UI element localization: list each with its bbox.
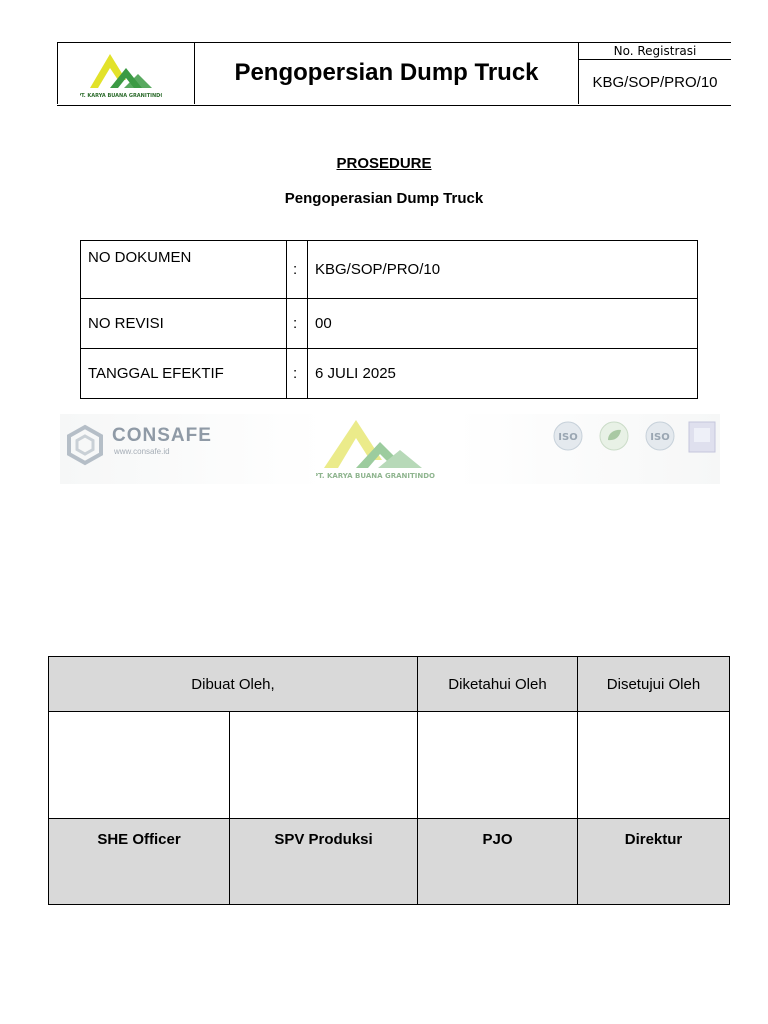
signature-cell xyxy=(49,712,230,819)
info-label: NO REVISI xyxy=(81,299,287,349)
table-row xyxy=(49,712,730,819)
consafe-name: CONSAFE xyxy=(112,425,212,446)
signature-cell xyxy=(418,712,578,819)
document-type-heading: PROSEDURE xyxy=(336,155,432,172)
iso-label: ISO xyxy=(650,432,670,443)
iso-badge-icon xyxy=(642,420,678,459)
company-logo xyxy=(80,46,162,100)
table-row xyxy=(49,819,730,905)
header-border xyxy=(57,42,58,104)
info-label: TANGGAL EFEKTIF xyxy=(81,349,287,399)
document-subtitle: Pengoperasian Dump Truck xyxy=(284,190,484,207)
info-value: 00 xyxy=(308,299,698,349)
consafe-logo-icon xyxy=(64,424,106,471)
signature-cell xyxy=(230,712,418,819)
info-value: KBG/SOP/PRO/10 xyxy=(308,241,698,299)
info-separator: : xyxy=(287,299,308,349)
table-row xyxy=(81,299,698,349)
document-title: Pengopersian Dump Truck xyxy=(234,59,539,86)
role-spv-produksi: SPV Produksi xyxy=(230,819,418,905)
role-pjo: PJO xyxy=(418,819,578,905)
approval-table xyxy=(48,656,730,905)
info-separator: : xyxy=(287,241,308,299)
certification-badge-icon xyxy=(688,420,716,459)
signature-cell xyxy=(578,712,730,819)
banner-company-caption: PT. KARYA BUANA GRANITINDO xyxy=(316,472,435,480)
consafe-url: www.consafe.id xyxy=(114,447,170,456)
table-row xyxy=(49,657,730,712)
role-she-officer: SHE Officer xyxy=(49,819,230,905)
iso-label: ISO xyxy=(558,432,578,443)
environment-cert-icon xyxy=(596,420,632,459)
info-label: NO DOKUMEN xyxy=(81,241,287,299)
logo-caption: PT. KARYA BUANA GRANITINDO xyxy=(80,93,162,99)
role-direktur: Direktur xyxy=(578,819,730,905)
company-logo-large xyxy=(316,416,436,487)
table-row xyxy=(81,349,698,399)
registration-label: No. Registrasi xyxy=(613,43,697,58)
table-row xyxy=(81,241,698,299)
info-value: 6 JULI 2025 xyxy=(308,349,698,399)
document-info-table xyxy=(80,240,698,399)
info-separator: : xyxy=(287,349,308,399)
registration-number: KBG/SOP/PRO/10 xyxy=(592,73,718,91)
iso-badge-icon xyxy=(550,420,586,459)
made-by-header: Dibuat Oleh, xyxy=(49,657,418,712)
approved-by-header: Disetujui Oleh xyxy=(578,657,730,712)
known-by-header: Diketahui Oleh xyxy=(418,657,578,712)
